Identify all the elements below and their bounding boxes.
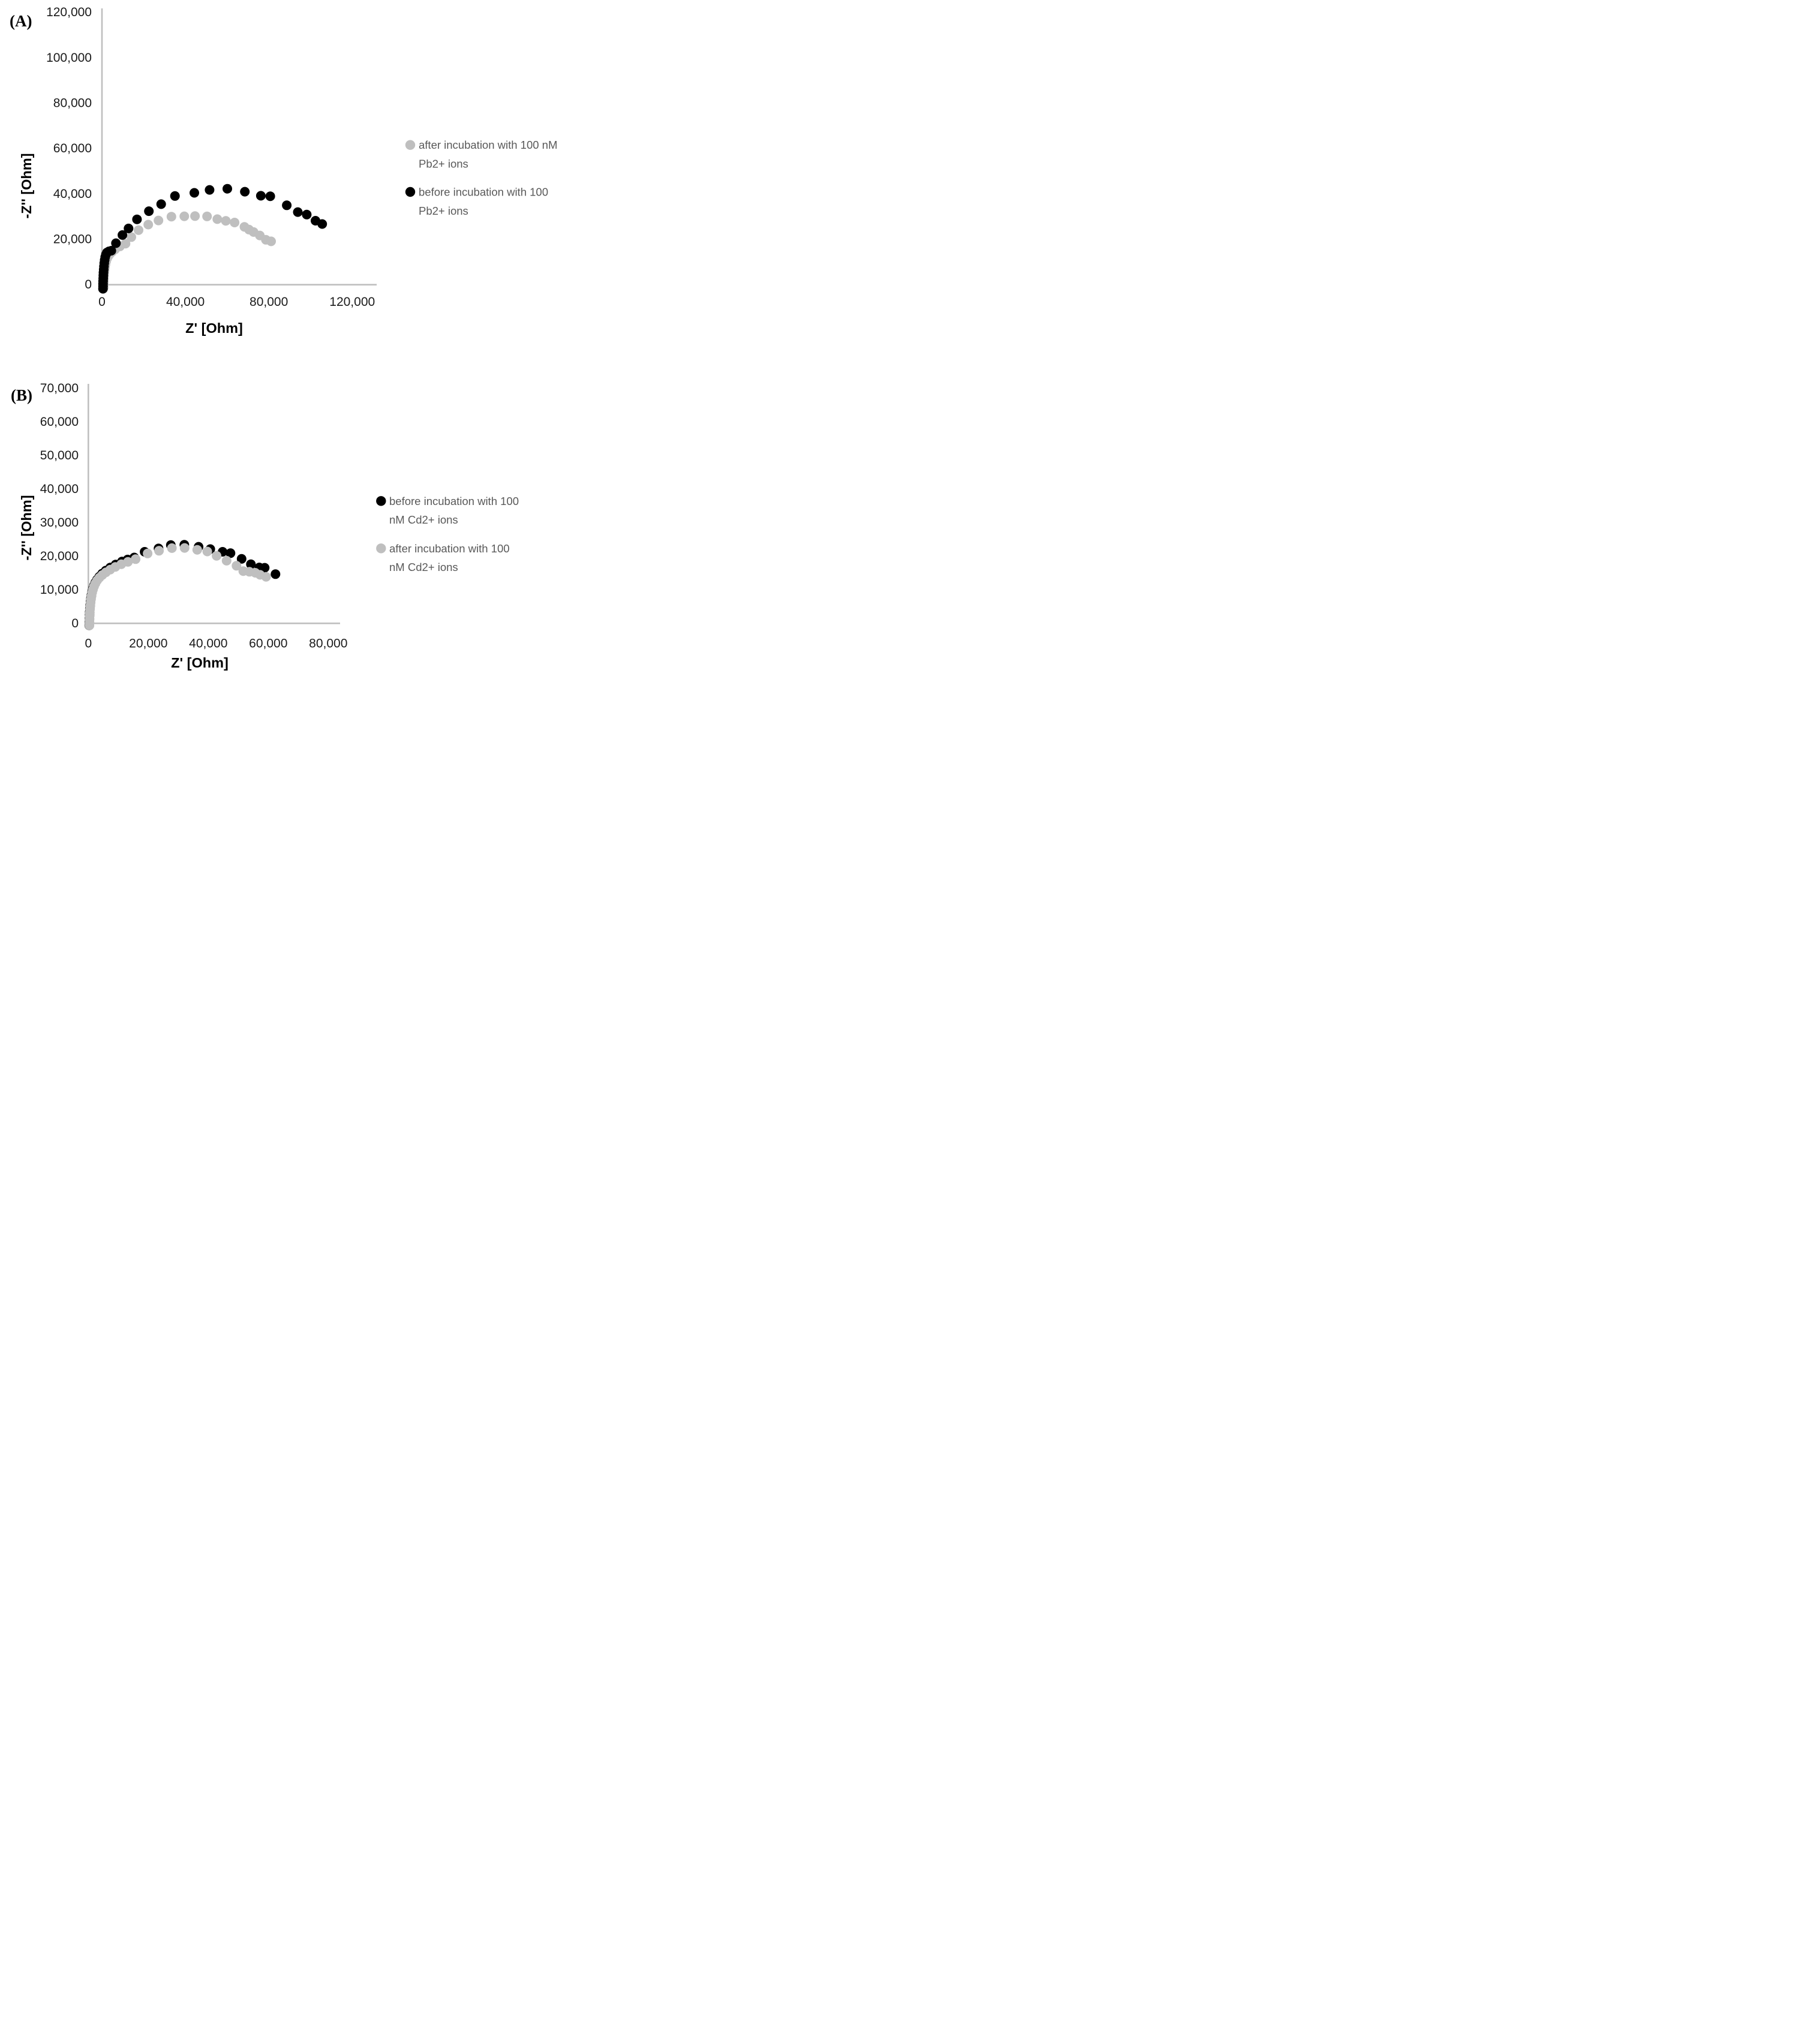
panel-a-label: (A) xyxy=(10,12,32,30)
panel-a-x-axis-title: Z' [Ohm] xyxy=(185,320,243,336)
panel-b-x-tick-label: 20,000 xyxy=(129,636,168,651)
data-point xyxy=(266,191,275,201)
panel-a-legend xyxy=(405,139,558,217)
data-point xyxy=(134,226,143,235)
data-point xyxy=(127,232,136,242)
data-point xyxy=(317,220,327,229)
panel-b-y-tick-label: 30,000 xyxy=(40,515,79,530)
panel-a-y-tick-label: 80,000 xyxy=(53,96,92,110)
panel-a-x-tick-label: 40,000 xyxy=(166,295,205,309)
data-point xyxy=(271,569,280,579)
legend-before-cd-line1: before incubation with 100 xyxy=(389,494,519,507)
data-point xyxy=(167,212,176,221)
data-point xyxy=(170,191,180,201)
data-point xyxy=(179,212,189,221)
data-point xyxy=(190,188,199,198)
data-point xyxy=(154,546,164,555)
legend-marker-before-pb-icon xyxy=(405,187,415,197)
panel-a-y-tick-label: 20,000 xyxy=(53,232,92,247)
panel-a-y-tick-label: 60,000 xyxy=(53,142,92,156)
data-point xyxy=(154,216,163,226)
legend-marker-after-cd-icon xyxy=(376,543,386,553)
panel-b-x-tick-label: 40,000 xyxy=(189,636,228,651)
panel-b-y-tick-label: 40,000 xyxy=(40,482,79,496)
panel-a-y-tick-label: 100,000 xyxy=(46,50,92,65)
panel-a-y-tick-label: 0 xyxy=(85,278,92,292)
panel-A-ticks-x xyxy=(98,295,375,309)
data-point xyxy=(157,199,166,209)
figure-canvas xyxy=(0,0,600,681)
legend-after-cd-line1: after incubation with 100 xyxy=(389,542,510,555)
data-point xyxy=(203,547,212,557)
data-point xyxy=(230,218,239,227)
panel-b-x-tick-label: 60,000 xyxy=(249,636,288,651)
data-point xyxy=(221,216,231,226)
data-point xyxy=(212,214,222,224)
panel-b-x-tick-label: 0 xyxy=(85,636,92,651)
data-point xyxy=(262,572,271,582)
data-point xyxy=(293,208,303,217)
legend-marker-before-cd-icon xyxy=(376,496,386,506)
data-point xyxy=(205,185,214,195)
panel-A xyxy=(10,5,557,336)
panel-a-x-tick-label: 80,000 xyxy=(250,295,289,309)
panel-b-y-tick-label: 50,000 xyxy=(40,448,79,462)
data-point xyxy=(302,210,311,220)
panel-b-label: (B) xyxy=(11,386,32,404)
data-point xyxy=(180,543,190,553)
panel-b-y-tick-label: 60,000 xyxy=(40,414,79,429)
data-point xyxy=(240,187,250,197)
panel-B-ticks-y xyxy=(40,381,79,630)
panel-a-y-tick-label: 40,000 xyxy=(53,187,92,201)
panel-A-series-0 xyxy=(99,211,276,292)
data-point xyxy=(131,554,140,564)
data-point xyxy=(282,200,292,210)
panel-a-y-axis-title: -Z'' [Ohm] xyxy=(19,153,34,219)
legend-before-pb-line1: before incubation with 100 xyxy=(419,185,548,199)
legend-before-pb-line2: Pb2+ ions xyxy=(419,204,468,217)
data-point xyxy=(266,236,276,246)
panel-b-x-axis-title: Z' [Ohm] xyxy=(171,655,229,671)
data-point xyxy=(256,191,266,200)
data-point xyxy=(111,239,121,248)
data-point xyxy=(190,211,200,221)
data-point xyxy=(124,224,133,233)
data-point xyxy=(144,206,154,216)
legend-marker-after-pb-icon xyxy=(405,140,415,150)
data-point xyxy=(132,215,142,224)
panel-B-series-0 xyxy=(85,540,281,630)
data-point xyxy=(223,184,232,194)
panel-a-x-tick-label: 0 xyxy=(98,295,106,309)
data-point xyxy=(202,212,212,221)
legend-before-cd-line2: nM Cd2+ ions xyxy=(389,513,458,527)
panel-B-ticks-x xyxy=(85,637,347,651)
panel-a-y-tick-label: 120,000 xyxy=(46,5,92,20)
panel-b-y-tick-label: 70,000 xyxy=(40,381,79,395)
data-point xyxy=(212,551,221,561)
panel-b-y-tick-label: 10,000 xyxy=(40,582,79,597)
panel-b-x-tick-label: 80,000 xyxy=(309,636,348,651)
data-point xyxy=(143,549,152,558)
panel-b-y-axis-title: -Z'' [Ohm] xyxy=(19,495,34,561)
data-point xyxy=(193,545,202,555)
panel-B xyxy=(11,381,519,671)
data-point xyxy=(222,556,232,566)
data-point xyxy=(167,543,177,553)
panel-b-y-tick-label: 20,000 xyxy=(40,549,79,563)
panel-b-legend xyxy=(376,495,519,573)
data-point xyxy=(143,220,153,230)
legend-after-cd-line2: nM Cd2+ ions xyxy=(389,561,458,574)
legend-after-pb-line2: Pb2+ ions xyxy=(419,157,468,170)
legend-after-pb-line1: after incubation with 100 nM xyxy=(419,139,558,152)
panel-a-x-tick-label: 120,000 xyxy=(329,295,375,309)
panel-A-ticks-y xyxy=(46,5,92,291)
panel-b-y-tick-label: 0 xyxy=(71,616,79,630)
eis-figure-svg xyxy=(0,0,600,681)
